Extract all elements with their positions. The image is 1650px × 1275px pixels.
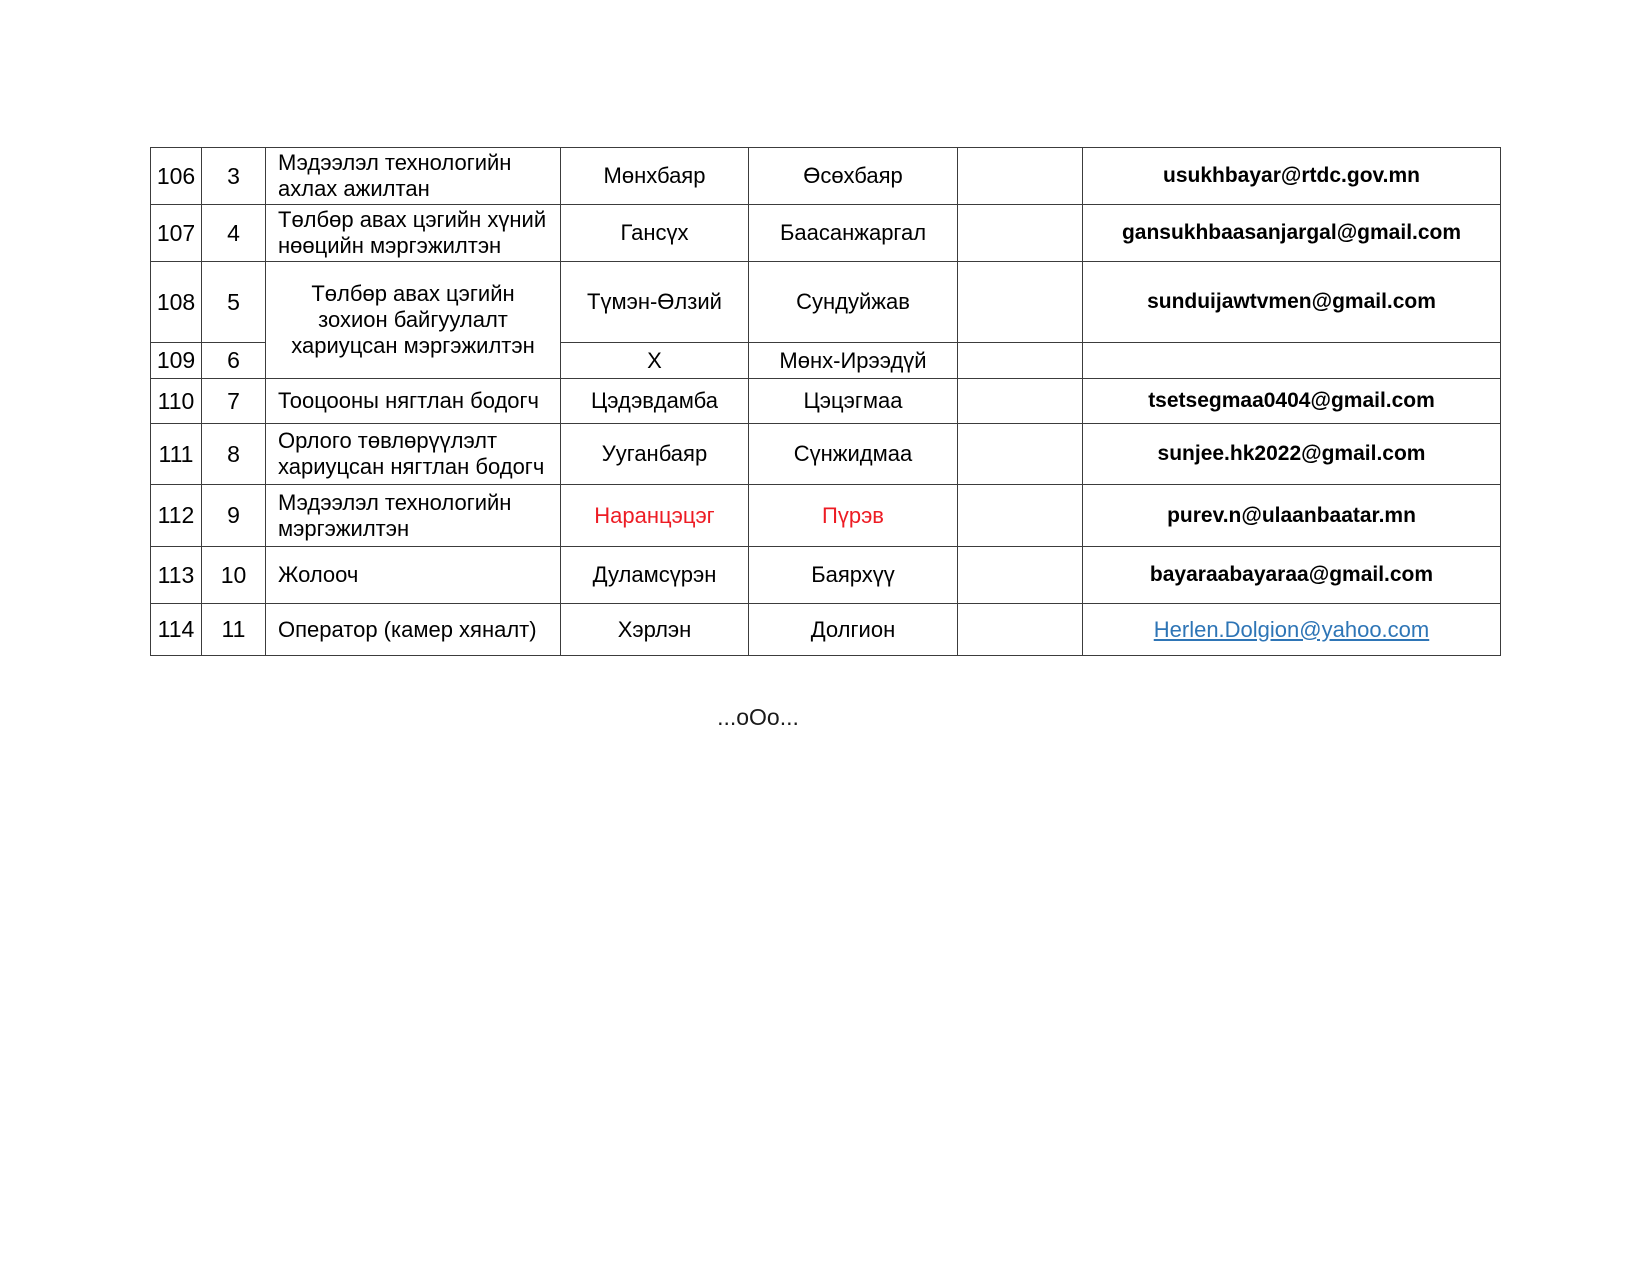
last-name-cell: Долгион — [749, 604, 958, 656]
sequence-number-cell: 5 — [202, 262, 266, 343]
blank-cell — [958, 379, 1083, 424]
last-name-cell: Баасанжаргал — [749, 205, 958, 262]
row-number-cell: 113 — [151, 547, 202, 604]
table-row — [151, 547, 1501, 604]
first-name-cell: Түмэн-Өлзий — [561, 262, 749, 343]
blank-cell — [958, 547, 1083, 604]
first-name-cell: Дуламсүрэн — [561, 547, 749, 604]
email-cell — [1083, 343, 1501, 379]
job-title-cell: Мэдээлэл технологийн ахлах ажилтан — [266, 148, 561, 205]
job-title-cell: Жолооч — [266, 547, 561, 604]
last-name-cell: Цэцэгмаа — [749, 379, 958, 424]
blank-cell — [958, 205, 1083, 262]
row-number-cell: 108 — [151, 262, 202, 343]
sequence-number-cell: 11 — [202, 604, 266, 656]
first-name-cell: Х — [561, 343, 749, 379]
staff-table-body — [151, 148, 1501, 656]
blank-cell — [958, 485, 1083, 547]
last-name-cell: Сундуйжав — [749, 262, 958, 343]
table-row — [151, 262, 1501, 343]
row-number-cell: 107 — [151, 205, 202, 262]
row-number-cell: 110 — [151, 379, 202, 424]
job-title-cell: Мэдээлэл технологийн мэргэжилтэн — [266, 485, 561, 547]
sequence-number-cell: 10 — [202, 547, 266, 604]
last-name-cell: Өсөхбаяр — [749, 148, 958, 205]
last-name-cell: Сүнжидмаа — [749, 424, 958, 485]
job-title-cell: Төлбөр авах цэгийн зохион байгуулалт хариуцсан мэргэжилтэн — [266, 262, 561, 379]
blank-cell — [958, 148, 1083, 205]
row-number-cell: 112 — [151, 485, 202, 547]
last-name-cell: Пүрэв — [749, 485, 958, 547]
table-row — [151, 485, 1501, 547]
email-cell: sunjee.hk2022@gmail.com — [1083, 424, 1501, 485]
table-row — [151, 148, 1501, 205]
table-row — [151, 205, 1501, 262]
blank-cell — [958, 343, 1083, 379]
row-number-cell: 106 — [151, 148, 202, 205]
job-title-cell: Төлбөр авах цэгийн хүний нөөцийн мэргэжилтэн — [266, 205, 561, 262]
sequence-number-cell: 7 — [202, 379, 266, 424]
blank-cell — [958, 604, 1083, 656]
email-cell: purev.n@ulaanbaatar.mn — [1083, 485, 1501, 547]
last-name-cell: Баярхүү — [749, 547, 958, 604]
email-cell: sunduijawtvmen@gmail.com — [1083, 262, 1501, 343]
table-row — [151, 379, 1501, 424]
sequence-number-cell: 8 — [202, 424, 266, 485]
email-link[interactable]: Herlen.Dolgion@yahoo.com — [1153, 616, 1430, 642]
first-name-cell: Наранцэцэг — [561, 485, 749, 547]
first-name-cell: Ууганбаяр — [561, 424, 749, 485]
last-name-cell: Мөнх-Ирээдүй — [749, 343, 958, 379]
row-number-cell: 111 — [151, 424, 202, 485]
email-cell: tsetsegmaa0404@gmail.com — [1083, 379, 1501, 424]
sequence-number-cell: 6 — [202, 343, 266, 379]
sequence-number-cell: 9 — [202, 485, 266, 547]
table-row — [151, 604, 1501, 656]
first-name-cell: Хэрлэн — [561, 604, 749, 656]
email-cell — [1083, 604, 1501, 656]
email-cell: bayaraabayaraa@gmail.com — [1083, 547, 1501, 604]
first-name-cell: Мөнхбаяр — [561, 148, 749, 205]
footer-ornament: ...оОо... — [717, 704, 799, 730]
job-title-cell: Тооцооны нягтлан бодогч — [266, 379, 561, 424]
staff-table — [150, 147, 1501, 656]
email-cell: gansukhbaasanjargal@gmail.com — [1083, 205, 1501, 262]
first-name-cell: Цэдэвдамба — [561, 379, 749, 424]
sequence-number-cell: 3 — [202, 148, 266, 205]
blank-cell — [958, 424, 1083, 485]
sequence-number-cell: 4 — [202, 205, 266, 262]
first-name-cell: Гансүх — [561, 205, 749, 262]
job-title-cell: Оператор (камер хяналт) — [266, 604, 561, 656]
row-number-cell: 109 — [151, 343, 202, 379]
job-title-cell: Орлого төвлөрүүлэлт хариуцсан нягтлан бодогч — [266, 424, 561, 485]
table-row — [151, 424, 1501, 485]
row-number-cell: 114 — [151, 604, 202, 656]
blank-cell — [958, 262, 1083, 343]
email-cell: usukhbayar@rtdc.gov.mn — [1083, 148, 1501, 205]
